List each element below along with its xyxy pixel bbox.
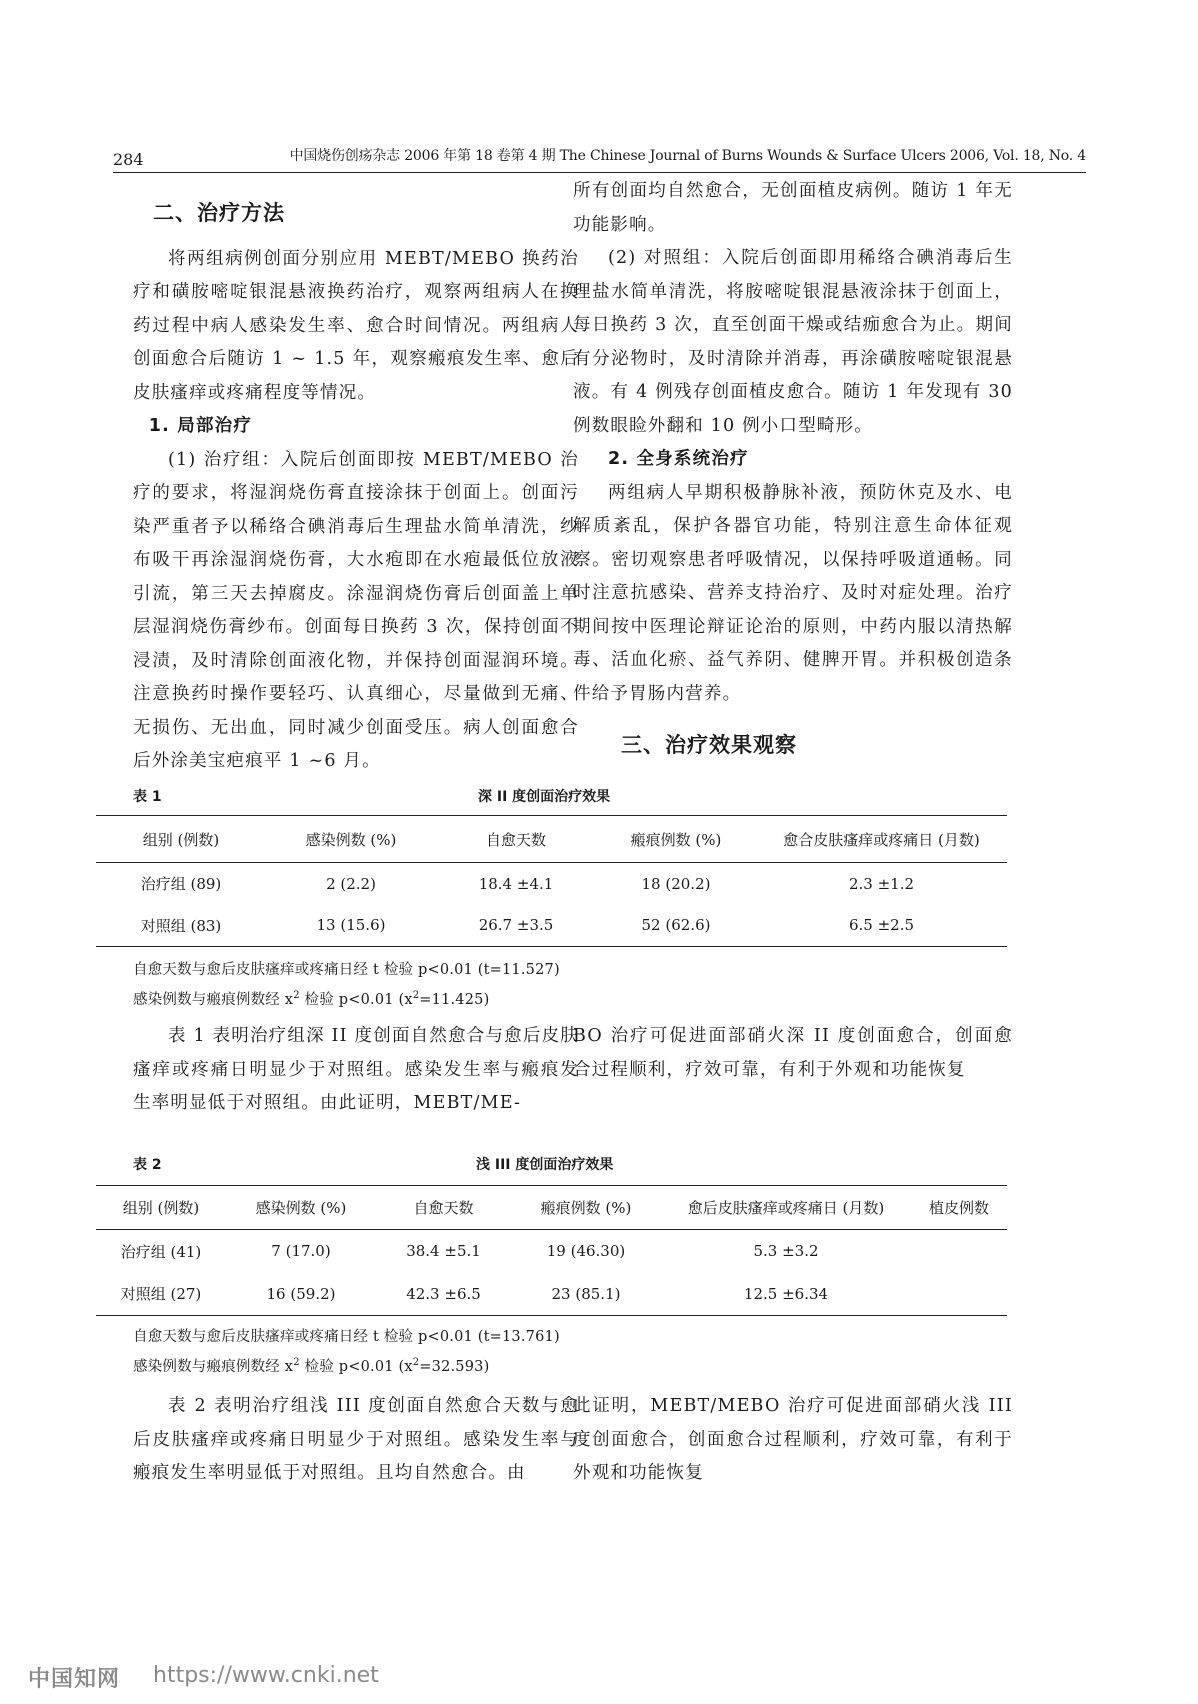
table1-cell: 治疗组 (89) — [140, 875, 222, 894]
table1-cell: 26.7 ±3.5 — [478, 916, 554, 935]
table2-note-chisq: 感染例数与瘢痕例数经 $x^2$ 检验 p<0.01 $(x^2=32.593)$ — [133, 1357, 490, 1375]
table2-cell: 对照组 (27) — [120, 1285, 202, 1304]
bottom-text-right: 此证明，MEBT/MEBO 治疗可促进面部硝火浅 III 度创面愈合，创面愈合过程顺利，疗效可靠，有利于外观和功能恢复 — [573, 1396, 1013, 1483]
table1-cell: 52 (62.6) — [641, 916, 711, 935]
paragraph-treatment-group: (1) 治疗组：入院后创面即按 MEBT/MEBO 治疗的要求，将湿润烧伤膏直接涂抹于创面上。创面污染严重者予以稀络合碘消毒后生理盐水简单清洗，纱布吸干再涂湿润烧伤膏，大水疱即在水疱最低位放液引流，第三天去掉腐皮。涂湿润烧伤膏后创面盖上单层湿润烧伤膏纱布。创面每日换药 3 次，保持创面不浸渍，及时清除创面液化物，并保持创面湿润环境。注意换药时操作要轻巧、认真细心，尽量做到无痛、无损伤、无出血，同时减少创面受压。病人创面愈合后外涂美宝疤痕平 1 ~6 月。 — [133, 449, 579, 771]
table2-label: 表 2 — [133, 1157, 162, 1173]
table1-header: 感染例数 (%) — [305, 830, 397, 849]
subsection1-title: 1. 局部治疗 — [148, 416, 253, 436]
subsection2-title: 2. 全身系统治疗 — [608, 449, 749, 469]
table2 — [96, 1185, 1007, 1316]
paragraph-systemic: 两组病人早期积极静脉补液，预防休克及水、电解质紊乱，保护各器官功能，特别注意生命体征观察。密切观察患者呼吸情况，以保持呼吸道通畅。同时注意抗感染、营养支持治疗、及时对症处理。治疗期间按中医理论辩证论治的原则，中药内服以清热解毒、活血化瘀、益气养阴、健脾开胃。并积极创造条件给予胃肠内营养。 — [573, 482, 1013, 704]
table2-cell: 19 (46.30) — [546, 1242, 626, 1261]
table2-cell: 16 (59.2) — [266, 1284, 336, 1303]
table1-cell: 18 (20.2) — [641, 874, 711, 893]
table1-label: 表 1 — [133, 789, 162, 805]
table1-cell: 6.5 ±2.5 — [848, 916, 915, 935]
journal-header: 中国烧伤创疡杂志 2006 年第 18 卷第 4 期 The Chinese Journal of Burns Wounds & Surface Ulcers 2006, Vol. 18, No. 4 — [289, 148, 1086, 164]
table-row — [96, 905, 1007, 947]
table2-title: 浅 III 度创面治疗效果 — [476, 1157, 614, 1173]
middle-text-left: 表 1 表明治疗组深 II 度创面自然愈合与愈后皮肤瘙痒或疼痛日明显少于对照组。感染发生率与瘢痕发生率明显低于对照组。由此证明，MEBT/ME- — [133, 1026, 579, 1113]
table1-header: 瘢痕例数 (%) — [630, 830, 722, 849]
table2-cell: 12.5 ±6.34 — [743, 1284, 829, 1303]
table2-cell — [911, 1273, 1007, 1316]
paragraph-intro: 将两组病例创面分别应用 MEBT/MEBO 换药治疗和磺胺嘧啶银混悬液换药治疗，观察两组病人在换药过程中病人感染发生率、愈合时间情况。两组病人创面愈合后随访 1 ~ 1.5 年，观察瘢痕发生率、愈后皮肤瘙痒或疼痛程度等情况。 — [133, 248, 579, 403]
table2-header: 植皮例数 — [928, 1199, 989, 1217]
table2-cell: 治疗组 (41) — [120, 1242, 202, 1261]
table2-header: 愈后皮肤瘙痒或疼痛日 (月数) — [687, 1199, 885, 1217]
table2-header: 瘢痕例数 (%) — [540, 1199, 632, 1217]
table1-cell: 13 (15.6) — [316, 916, 386, 935]
table2-cell: 42.3 ±6.5 — [406, 1284, 481, 1303]
table2-header: 感染例数 (%) — [255, 1199, 347, 1217]
page-number: 284 — [113, 150, 144, 169]
table2-cell — [911, 1230, 1007, 1273]
table-row — [96, 863, 1007, 905]
table-row — [96, 1230, 1007, 1273]
table1-header: 愈合皮肤瘙痒或疼痛日 (月数) — [783, 830, 980, 849]
table1-cell: 18.4 ±4.1 — [478, 874, 554, 893]
section3-title: 三、治疗效果观察 — [621, 733, 797, 757]
table-row — [96, 1273, 1007, 1316]
table1-cell: 对照组 (83) — [140, 916, 222, 935]
bottom-text-left: 表 2 表明治疗组浅 III 度创面自然愈合天数与愈后皮肤瘙痒或疼痛日明显少于对照组。感染发生率与瘢痕发生率明显低于对照组。且均自然愈合。由 — [133, 1396, 579, 1483]
middle-text-right: BO 治疗可促进面部硝火深 II 度创面愈合，创面愈合过程顺利，疗效可靠，有利于外观和功能恢复 — [573, 1026, 1013, 1080]
paragraph-control-group: (2) 对照组：入院后创面即用稀络合碘消毒后生理盐水简单清洗，将胺嘧啶银混悬液涂抹于创面上，每日换药 3 次，直至创面干燥或结痂愈合为止。期间有分泌物时，及时清除并消毒，再涂磺胺嘧啶银混悬液。有 4 例残存创面植皮愈合。随访 1 年发现有 30 例数眼睑外翻和 10 例小口型畸形。 — [573, 248, 1013, 436]
table1 — [96, 815, 1007, 947]
cnki-url: https://www.cnki.net — [153, 1663, 379, 1688]
table2-cell: 7 (17.0) — [271, 1242, 331, 1261]
paragraph-continued: 所有创面均自然愈合，无创面植皮病例。随访 1 年无功能影响。 — [573, 181, 1013, 235]
table1-note-chisq: 感染例数与瘢痕例数经 $x^2$ 检验 p<0.01 $(x^2=11.425)$ — [133, 990, 490, 1008]
table2-cell: 23 (85.1) — [551, 1284, 621, 1303]
table2-cell: 5.3 ±3.2 — [753, 1242, 819, 1261]
cnki-logo-text: 中国知网 — [28, 1667, 121, 1692]
table1-header: 组别 (例数) — [142, 830, 220, 849]
table2-cell: 38.4 ±5.1 — [406, 1242, 481, 1261]
left-column — [133, 195, 579, 779]
section2-title: 二、治疗方法 — [153, 201, 285, 225]
table2-note-ttest: 自愈天数与愈后皮肤瘙痒或疼痛日经 t 检验 p<0.01 (t=13.761) — [133, 1329, 560, 1345]
table1-cell: 2.3 ±1.2 — [848, 874, 915, 893]
right-column — [573, 175, 1013, 763]
table2-header: 自愈天数 — [413, 1199, 474, 1217]
table1-title: 深 II 度创面治疗效果 — [478, 789, 611, 805]
table1-header: 自愈天数 — [485, 830, 546, 849]
header-rule — [113, 172, 1086, 173]
table1-note-ttest: 自愈天数与愈后皮肤瘙痒或疼痛日经 t 检验 p<0.01 (t=11.527) — [133, 962, 560, 978]
table1-cell: 2 (2.2) — [326, 874, 376, 893]
table2-header: 组别 (例数) — [122, 1199, 200, 1217]
